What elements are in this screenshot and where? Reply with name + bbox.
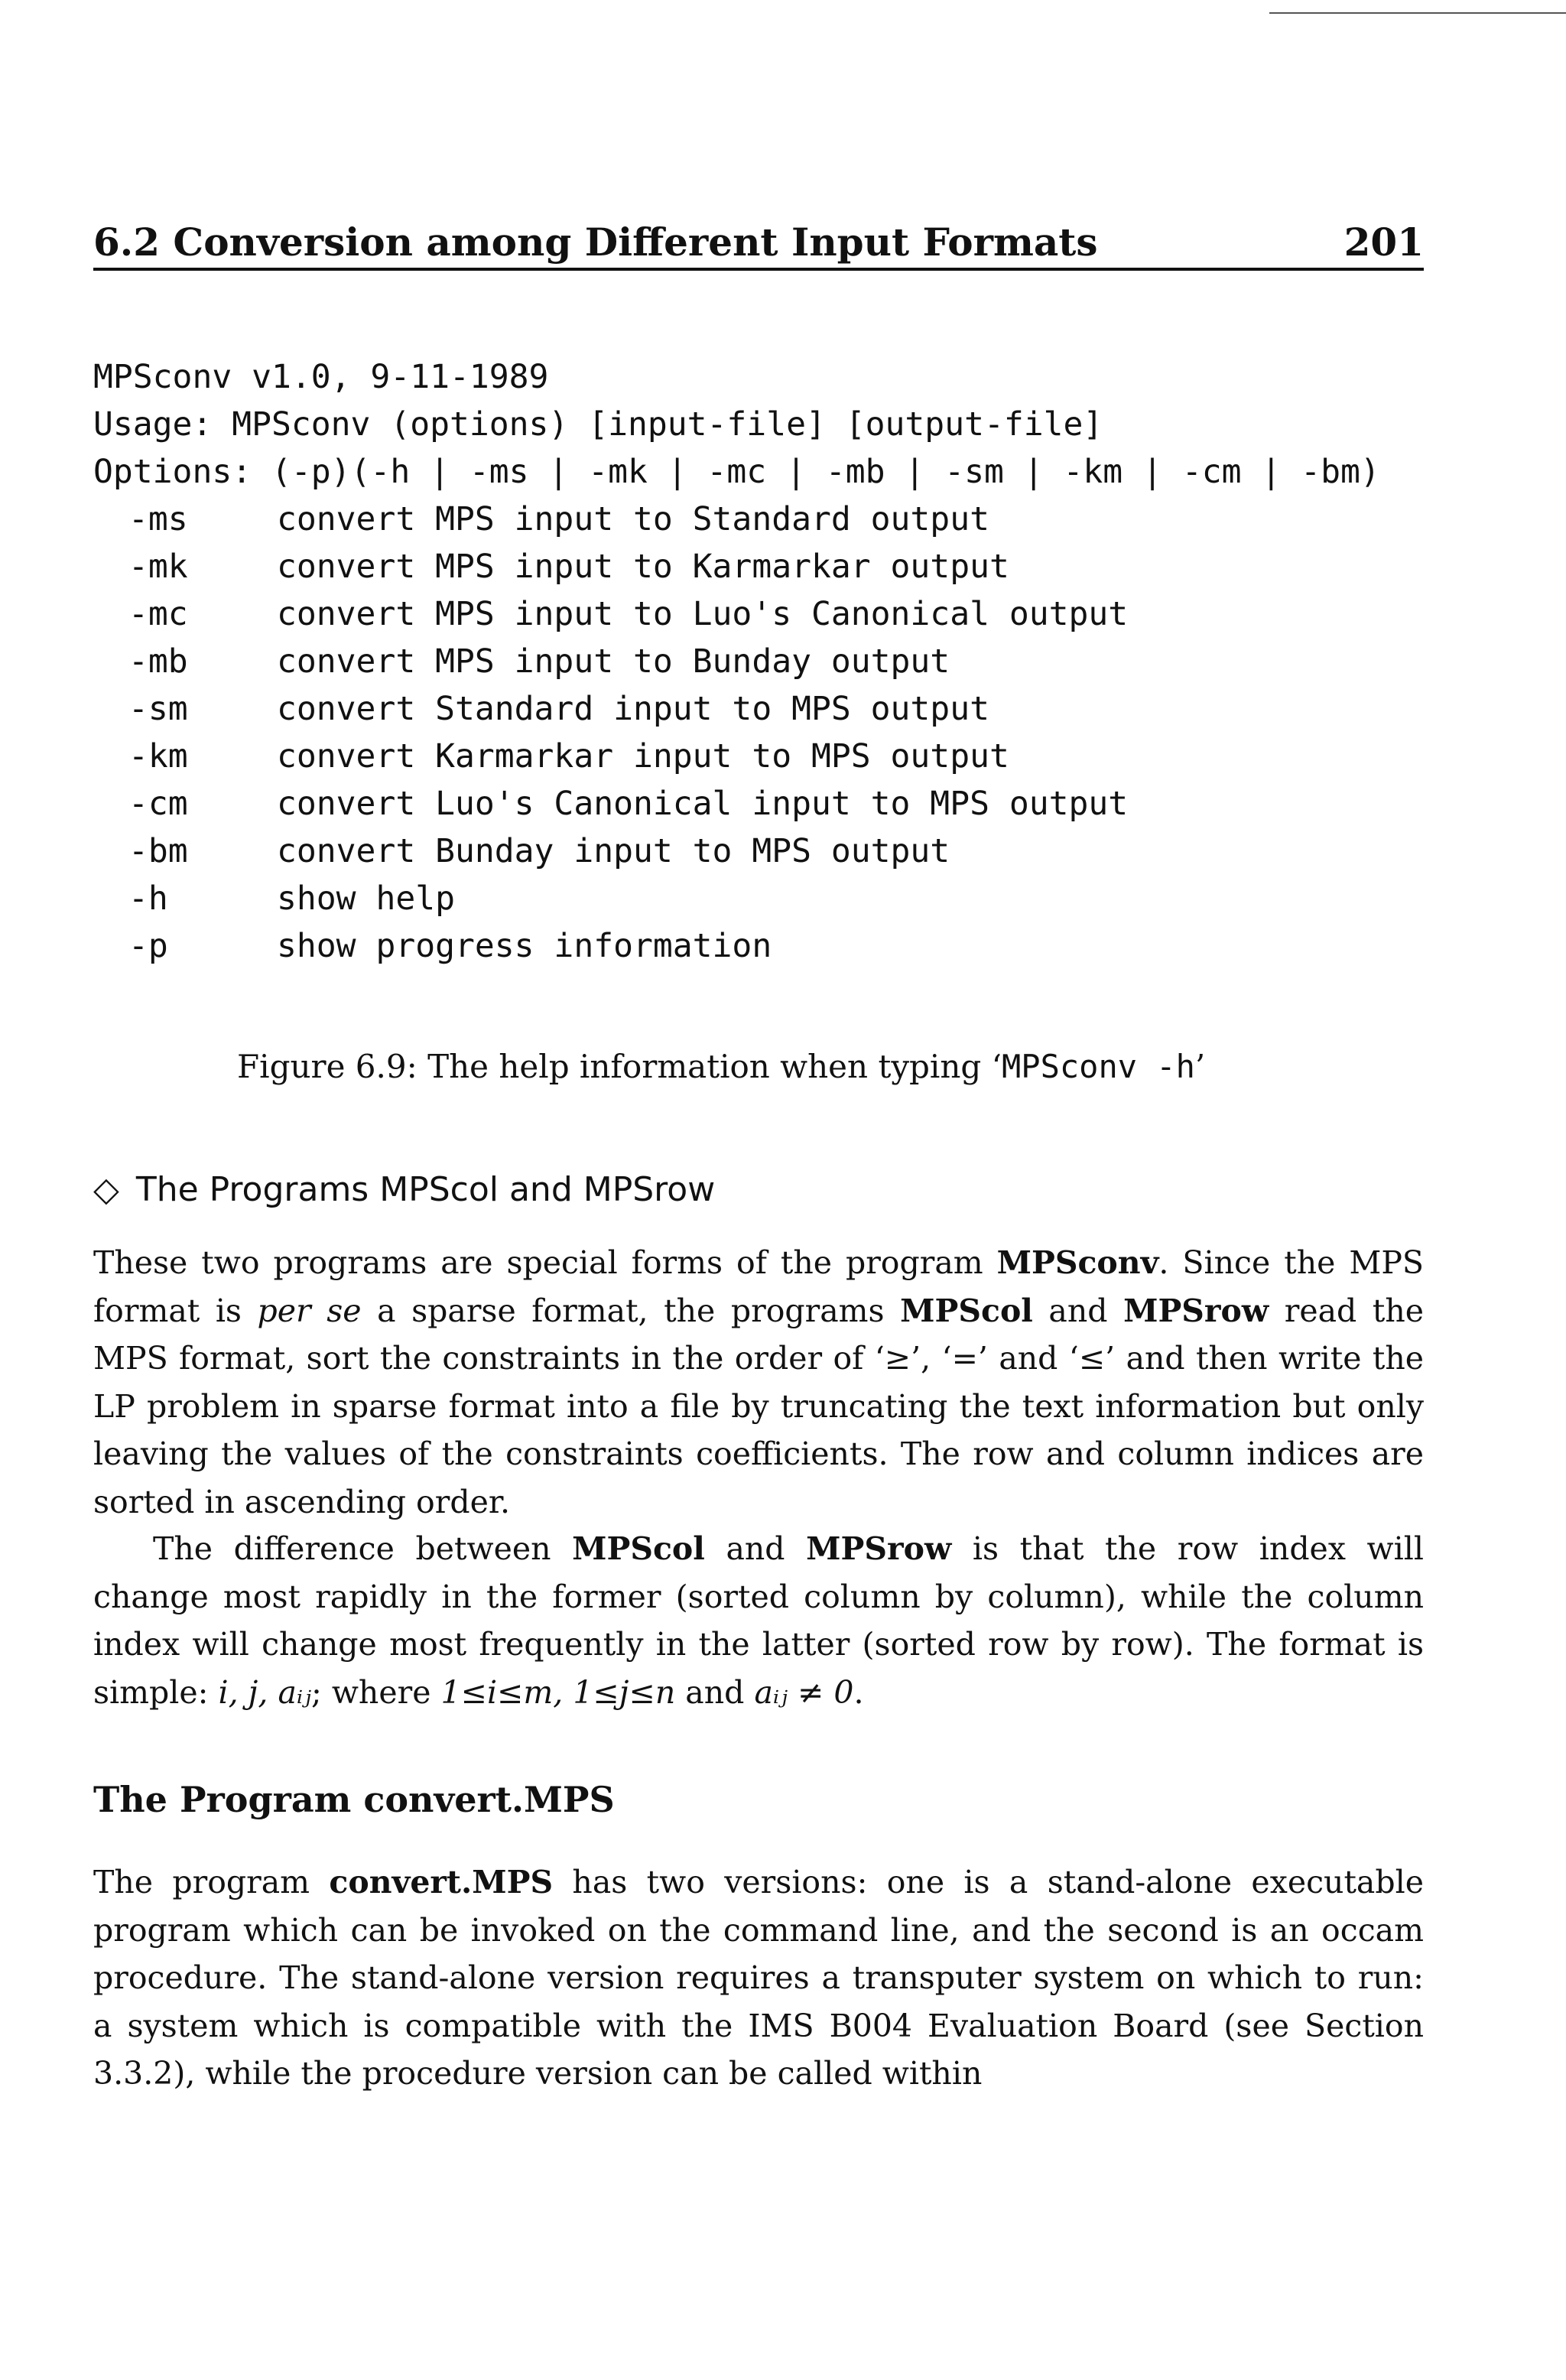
caption-code: MPSconv -h — [1002, 1048, 1195, 1085]
math-expression: 1≤i≤m, 1≤j≤n — [440, 1673, 676, 1711]
caption-suffix: ’ — [1194, 1048, 1206, 1085]
option-row — [93, 780, 1485, 827]
text-run: The program — [93, 1864, 330, 1900]
option-row — [93, 922, 1485, 970]
option-flag: -h — [128, 879, 168, 918]
text-run: and — [1032, 1292, 1124, 1329]
paragraph — [93, 1858, 1424, 2098]
running-header — [93, 203, 1424, 271]
text-run: and — [704, 1530, 807, 1567]
section-heading-convert-mps: The Program convert.MPS — [93, 1779, 615, 1820]
option-desc: convert MPS input to Standard output — [277, 500, 989, 538]
version-line: MPSconv v1.0, 9-11-1989 — [93, 358, 549, 396]
text-run: The difference between — [153, 1530, 573, 1567]
option-flag: -cm — [128, 785, 188, 823]
math-expression: i, j, aᵢⱼ — [218, 1673, 311, 1711]
help-output — [93, 353, 1485, 970]
text-run: . Since the MPS format is — [93, 1244, 1425, 1329]
option-row — [93, 733, 1485, 780]
option-desc: convert MPS input to Luo's Canonical output — [277, 595, 1129, 633]
option-row — [93, 496, 1485, 543]
option-desc: convert MPS input to Karmarkar output — [277, 548, 1009, 586]
text-run: ; where — [310, 1673, 441, 1711]
option-desc: convert Luo's Canonical input to MPS output — [277, 785, 1129, 823]
option-desc: convert Karmarkar input to MPS output — [277, 737, 1009, 775]
program-name: MPScol — [900, 1292, 1033, 1329]
text-run: is that the row index will change most rapidly in the former (sorted column by column), while the column index will change most frequently in the latter (sorted row by row). The format is simple: — [93, 1530, 1424, 1711]
option-row — [93, 875, 1485, 922]
option-row — [93, 685, 1485, 733]
page-number: 201 — [1343, 219, 1424, 265]
option-flag: -sm — [128, 690, 188, 728]
options-line: Options: (-p)(-h | -ms | -mk | -mc | -mb | -sm | -km | -cm | -bm) — [93, 453, 1380, 491]
section-heading-mpscol-mpsrow — [93, 1170, 715, 1209]
option-desc: convert Standard input to MPS output — [277, 690, 989, 728]
section-title: The Programs MPScol and MPSrow — [135, 1170, 716, 1209]
text-run: a sparse format, the programs — [361, 1292, 901, 1329]
text-run: read the MPS format, sort the constraints in the order of ‘≥’, ‘=’ and ‘≤’ and then write the LP problem in sparse format into a file by truncating the text information but only leaving the values of the constraints coefficients. The row and column indices are sorted in ascending order. — [93, 1292, 1424, 1520]
figure-caption — [237, 1048, 1205, 1085]
option-desc: show progress information — [277, 927, 772, 965]
option-row — [93, 638, 1485, 685]
emphasis: per se — [257, 1292, 362, 1329]
program-name: MPSrow — [806, 1530, 952, 1567]
text-run: and — [675, 1673, 755, 1711]
option-row — [93, 827, 1485, 875]
option-flag: -p — [128, 927, 168, 965]
text-run: has two versions: one is a stand-alone executable program which can be invoked on the command line, and the second is an occam procedure. The stand-alone version requires a transputer system on which to run: a system which is compatible with the IMS B004 Evaluation Board (see Section 3.3.2), while the procedure version can be called within — [93, 1864, 1424, 2092]
option-desc: show help — [277, 879, 455, 918]
header-title: 6.2 Conversion among Different Input Formats — [93, 219, 1098, 265]
option-flag: -mk — [128, 548, 188, 586]
paragraph — [93, 1239, 1424, 1526]
option-flag: -mb — [128, 642, 188, 681]
option-desc: convert MPS input to Bunday output — [277, 642, 950, 681]
top-rule — [1269, 12, 1566, 14]
option-flag: -ms — [128, 500, 188, 538]
usage-line: Usage: MPSconv (options) [input-file] [output-file] — [93, 405, 1103, 444]
text-run: These two programs are special forms of the program — [93, 1244, 997, 1281]
program-name: MPScol — [572, 1530, 705, 1567]
option-flag: -mc — [128, 595, 188, 633]
option-row — [93, 543, 1485, 590]
caption-prefix: Figure 6.9: The help information when typing ‘ — [237, 1048, 1002, 1085]
option-flag: -bm — [128, 832, 188, 870]
text-run: . — [853, 1673, 864, 1711]
program-name: convert.MPS — [329, 1864, 554, 1900]
option-desc: convert Bunday input to MPS output — [277, 832, 950, 870]
option-row — [93, 590, 1485, 638]
program-name: MPSrow — [1123, 1292, 1269, 1329]
diamond-icon: ◇ — [93, 1170, 119, 1209]
paragraph — [93, 1525, 1424, 1716]
program-name: MPSconv — [996, 1244, 1159, 1281]
math-expression: aᵢⱼ ≠ 0 — [754, 1673, 854, 1711]
option-flag: -km — [128, 737, 188, 775]
